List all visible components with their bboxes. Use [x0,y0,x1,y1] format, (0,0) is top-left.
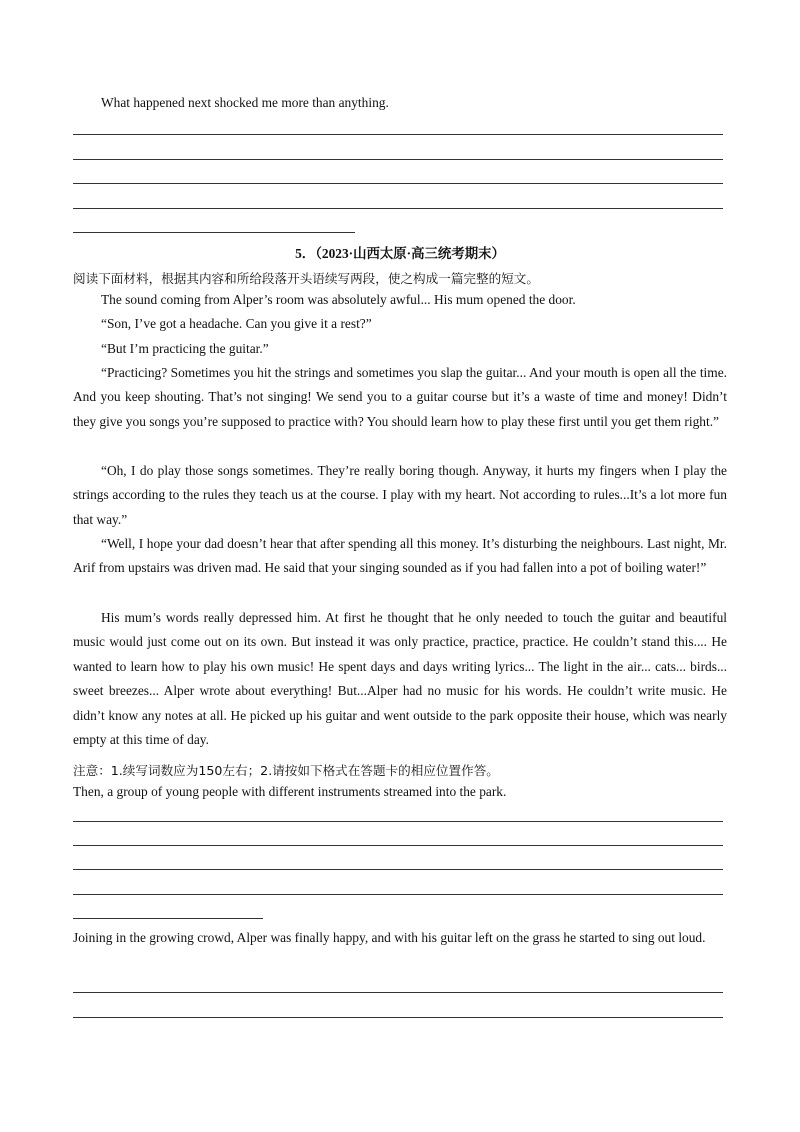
answer-line[interactable] [73,159,723,160]
answer-line[interactable] [73,992,723,993]
answer-line[interactable] [73,821,723,822]
writing-note: 注意：1.续写词数应为150左右；2.请按如下格式在答题卡的相应位置作答。 [73,763,499,778]
answer-line[interactable] [73,894,723,895]
story-paragraph [73,606,727,752]
continuation-prompt-2: Joining in the growing crowd, Alper was finally happy, and with his guitar left on the grass he started to sing out loud. [73,930,706,945]
question-instruction: 阅读下面材料，根据其内容和所给段落开头语续写两段，使之构成一篇完整的短文。 [73,271,539,286]
story-paragraph-text: His mum’s words really depressed him. At first he thought that he only needed to touch the guitar and beautiful music would just come out on its own. But instead it was only practice, practice, practice. He couldn’t stand this.... He wanted to learn how to play his own music! He spent days and days writing lyrics... The light in the air... cats... birds... sweet breezes... Alper wrote about everything! But...Alper had no music for his words. He couldn’t write music. He didn’t know any notes at all. He picked up his guitar and went outside to the park opposite their house, which was nearly empty at this time of day. [73,610,727,748]
answer-line[interactable] [73,134,723,135]
story-paragraph: “Son, I’ve got a headache. Can you give it a rest?” [101,316,372,331]
story-paragraph: “But I’m practicing the guitar.” [101,341,269,356]
answer-line[interactable] [73,918,263,919]
answer-line[interactable] [73,845,723,846]
answer-line[interactable] [73,232,355,233]
previous-continuation-prompt: What happened next shocked me more than anything. [101,95,389,110]
story-paragraph-text: “Well, I hope your dad doesn’t hear that after spending all this money. It’s disturbing the neighbours. Last night, Mr. Arif from upstairs was driven mad. He said that your singing sounded as if you had fallen into a pot of boiling water!” [73,536,727,576]
story-paragraph-text: “Practicing? Sometimes you hit the strings and sometimes you slap the guitar... And your mouth is open all the time. And you keep shouting. That’s not singing! We send you to a guitar course but it’s a waste of time and money! Didn’t they give you songs you’re supposed to practice with? You should learn how to play these first until you get them right.” [73,365,727,429]
story-paragraph [73,361,727,434]
answer-line[interactable] [73,183,723,184]
answer-line[interactable] [73,869,723,870]
story-paragraph [73,459,727,532]
continuation-prompt-1: Then, a group of young people with different instruments streamed into the park. [73,784,507,799]
answer-line[interactable] [73,208,723,209]
story-paragraph-text: “Oh, I do play those songs sometimes. They’re really boring though. Anyway, it hurts my fingers when I play the strings according to the rules they teach us at the course. I play with my heart. Not according to rules...It’s a lot more fun that way.” [73,463,727,527]
question-title: 5．（2023·山西太原·高三统考期末） [295,246,505,261]
answer-line[interactable] [73,1017,723,1018]
story-paragraph: The sound coming from Alper’s room was absolutely awful... His mum opened the door. [101,292,576,307]
story-paragraph [73,532,727,581]
